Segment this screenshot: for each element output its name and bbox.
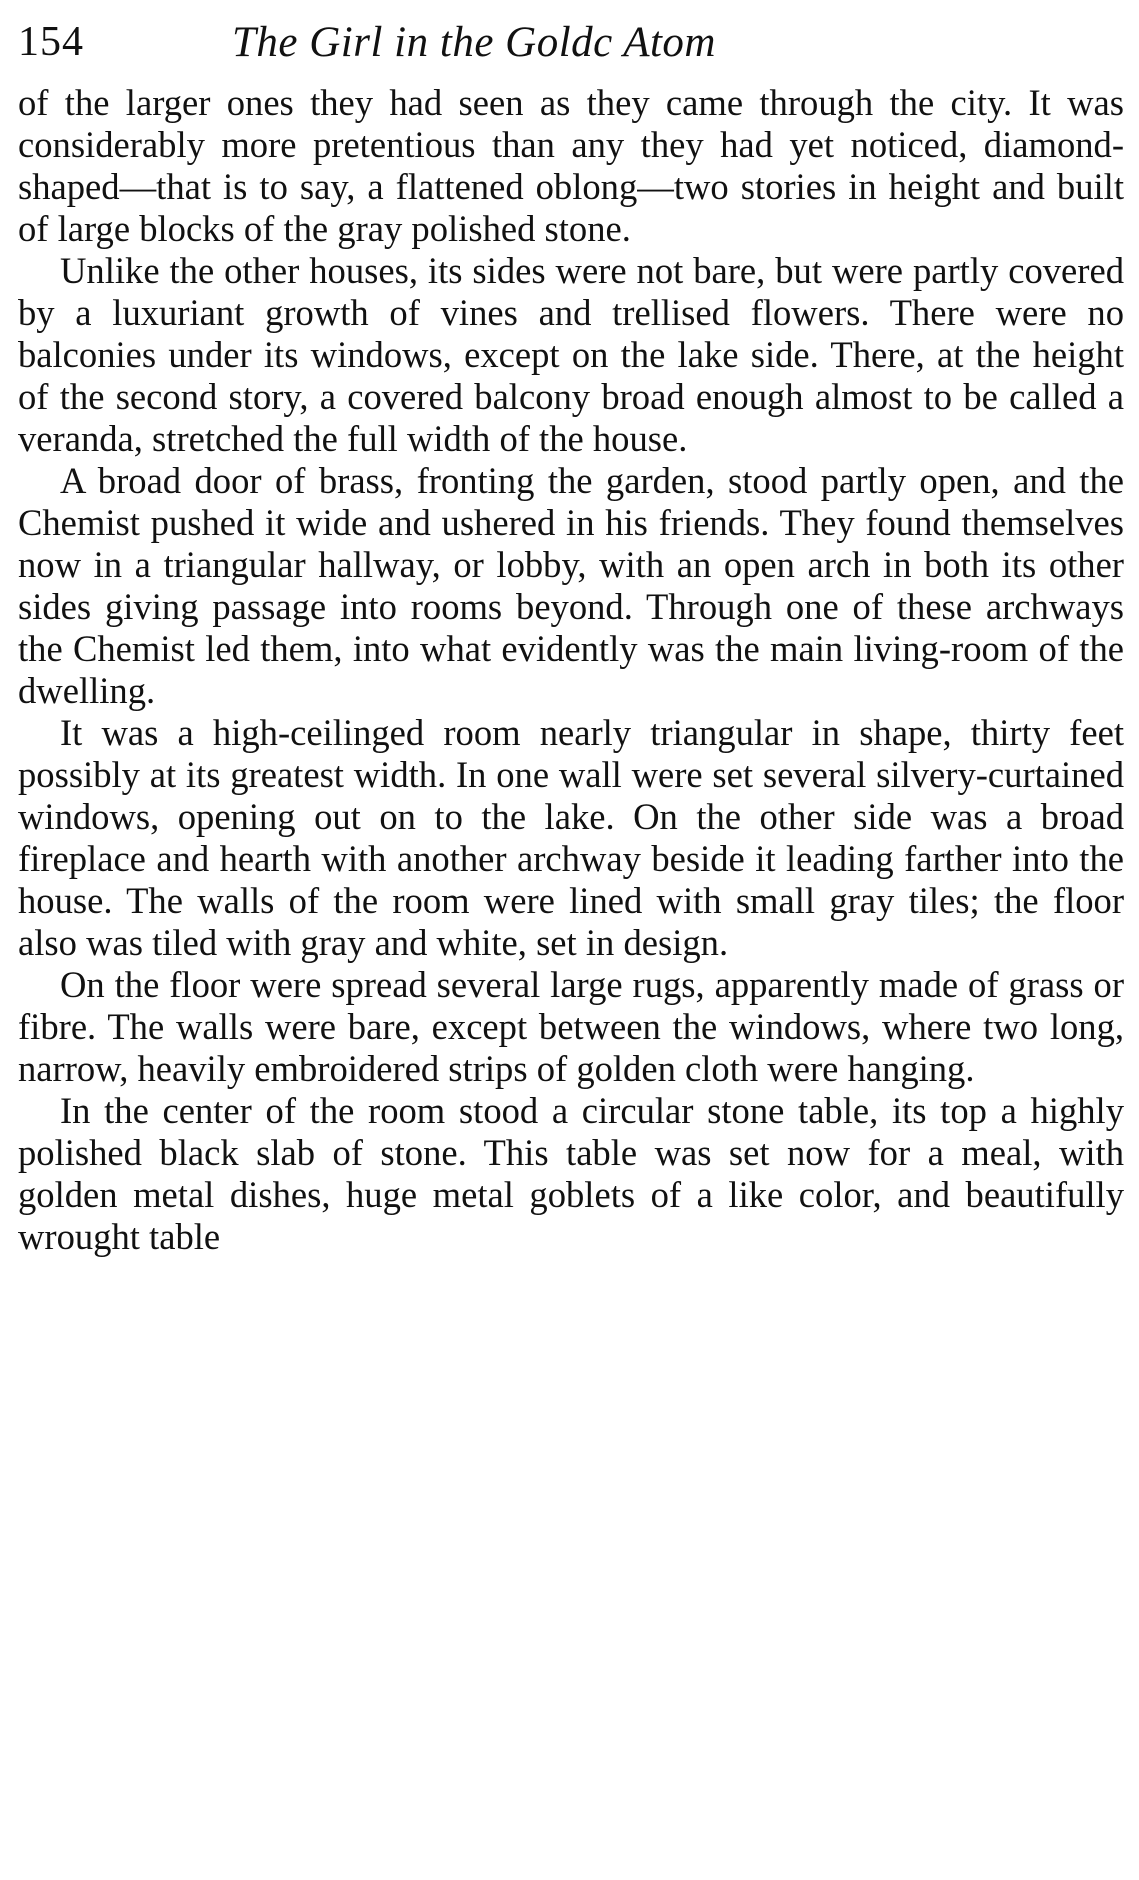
page-number: 154 bbox=[18, 19, 84, 65]
body-text bbox=[18, 82, 1124, 1258]
paragraph-3: A broad door of brass, fronting the garden, stood partly open, and the Chemist pushed it wide and ushered in his friends. They found themselves now in a triangular hallway, or lobby, with an open arch in both its other sides giving passage into rooms beyond. Through one of these archways the Chemist led them, into what evidently was the main living-room of the dwelling. bbox=[18, 460, 1124, 711]
running-title: The Girl in the Goldc Atom bbox=[232, 19, 716, 66]
paragraph-2: Unlike the other houses, its sides were not bare, but were partly covered by a luxuriant growth of vines and trellised flowers. There were no balconies under its windows, except on the lake side. There, at the height of the second story, a covered balcony broad enough almost to be called a veranda, stretched the full width of the house. bbox=[18, 250, 1124, 459]
page-header bbox=[18, 8, 1128, 78]
paragraph-6: In the center of the room stood a circular stone table, its top a highly polished black slab of stone. This table was set now for a meal, with golden metal dishes, huge metal goblets of a like color, and beautifully wrought table bbox=[18, 1090, 1124, 1257]
paragraph-5: On the floor were spread several large rugs, apparently made of grass or fibre. The walls were bare, except between the windows, where two long, narrow, heavily embroidered strips of golden cloth were hanging. bbox=[18, 964, 1124, 1089]
paragraph-4: It was a high-ceilinged room nearly triangular in shape, thirty feet possibly at its greatest width. In one wall were set several silvery-curtained windows, opening out on to the lake. On the other side was a broad fireplace and hearth with another archway beside it leading farther into the house. The walls of the room were lined with small gray tiles; the floor also was tiled with gray and white, set in design. bbox=[18, 712, 1124, 963]
paragraph-1: of the larger ones they had seen as they came through the city. It was considerably more pretentious than any they had yet noticed, diamond-shaped—that is to say, a flattened oblong—two stories in height and built of large blocks of the gray polished stone. bbox=[18, 82, 1124, 249]
